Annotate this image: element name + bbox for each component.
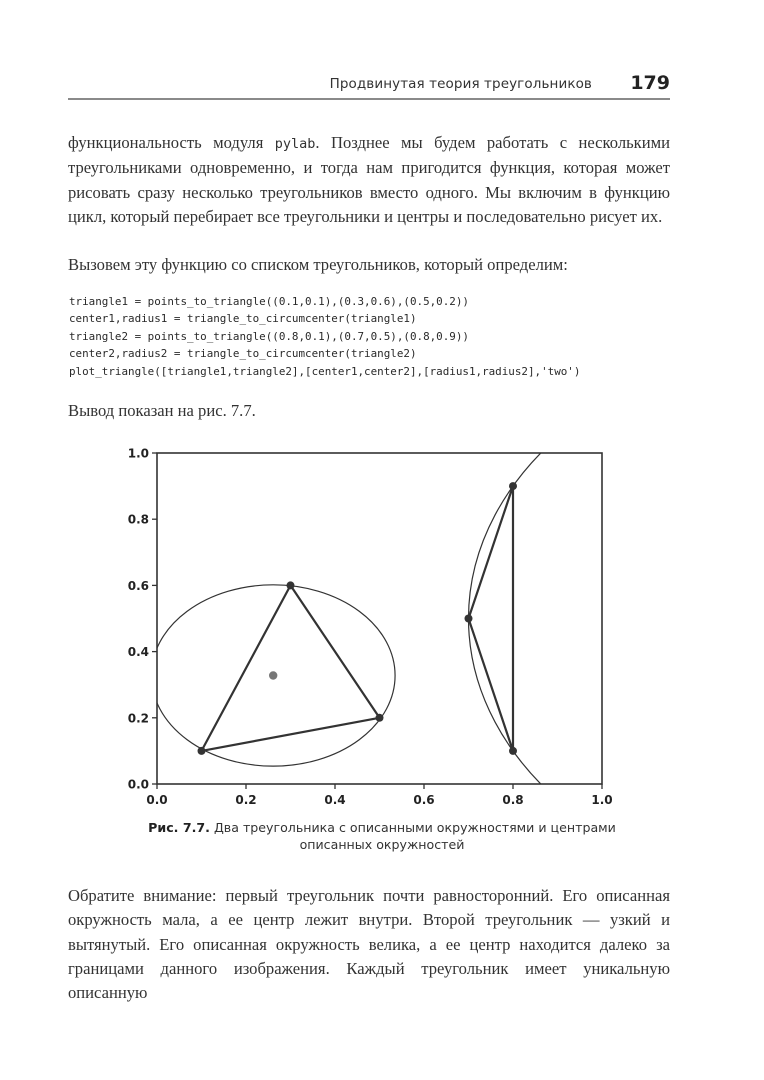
- vertex-point: [509, 482, 517, 490]
- paragraph-intro-rest: . Позднее мы будем работать с несколькими треугольниками одновременно, и тогда нам пригодится функция, которая может рисовать сразу несколько треугольников вместо одного. Мы включим в функцию цикл, который перебирает все треугольники и центры и последовательно рисует их.: [68, 133, 670, 226]
- triangle-1: [202, 585, 380, 751]
- x-tick-label: 0.2: [235, 793, 257, 807]
- y-tick-label: 0.8: [127, 512, 149, 527]
- vertex-point: [509, 747, 517, 755]
- vertex-point: [198, 747, 206, 755]
- chapter-title: Продвинутая теория треугольников: [329, 76, 592, 92]
- paragraph-output-ref: Вывод показан на рис. 7.7.: [68, 401, 256, 420]
- paragraph-observation: Обратите внимание: первый треугольник почти равносторонний. Его описанная окружность мала, а ее центр лежит внутри. Второй треугольник — узкий и вытянутый. Его описанная окружность велика, а ее центр находится далеко за границами данного изображения. Каждый треугольник имеет уникальную описанную: [68, 886, 670, 1003]
- x-tick-label: 1.0: [591, 793, 613, 807]
- plot-frame: [157, 453, 602, 784]
- y-tick-label: 1.0: [127, 446, 149, 461]
- y-tick-label: 0.2: [127, 711, 149, 726]
- vertex-point: [376, 714, 384, 722]
- x-tick-label: 0.8: [502, 793, 524, 807]
- vertex-point: [287, 581, 295, 589]
- y-tick-label: 0.6: [127, 578, 149, 593]
- caption-label: Рис. 7.7.: [148, 820, 210, 835]
- triangle-2: [469, 486, 514, 751]
- code-line: plot_triangle([triangle1,triangle2],[center1,center2],[radius1,radius2],'two'): [69, 364, 581, 378]
- code-line: triangle2 = points_to_triangle((0.8,0.1),(0.7,0.5),(0.8,0.9)): [69, 329, 469, 343]
- y-tick-label: 0.0: [127, 777, 149, 792]
- caption-text: Два треугольника с описанными окружностями и центрами описанных окружностей: [209, 820, 616, 852]
- plot-area: [151, 337, 764, 900]
- vertex-point: [465, 615, 473, 623]
- paragraph-intro-start: функциональность модуля: [68, 133, 275, 152]
- x-tick-label: 0.0: [146, 793, 168, 807]
- x-tick-label: 0.6: [413, 793, 435, 807]
- code-line: center2,radius2 = triangle_to_circumcenter(triangle2): [69, 347, 417, 361]
- circumcenter-point: [269, 671, 277, 679]
- y-tick-label: 0.4: [127, 645, 149, 660]
- code-line: triangle1 = points_to_triangle((0.1,0.1),(0.3,0.6),(0.5,0.2)): [69, 295, 469, 308]
- code-line: center1,radius1 = triangle_to_circumcenter(triangle1): [69, 312, 417, 326]
- paragraph-call-function: Вызовем эту функцию со списком треугольников, который определим:: [68, 255, 568, 274]
- x-tick-label: 0.4: [324, 793, 346, 807]
- page-number: 179: [630, 72, 670, 94]
- inline-code-pylab: pylab: [274, 136, 316, 152]
